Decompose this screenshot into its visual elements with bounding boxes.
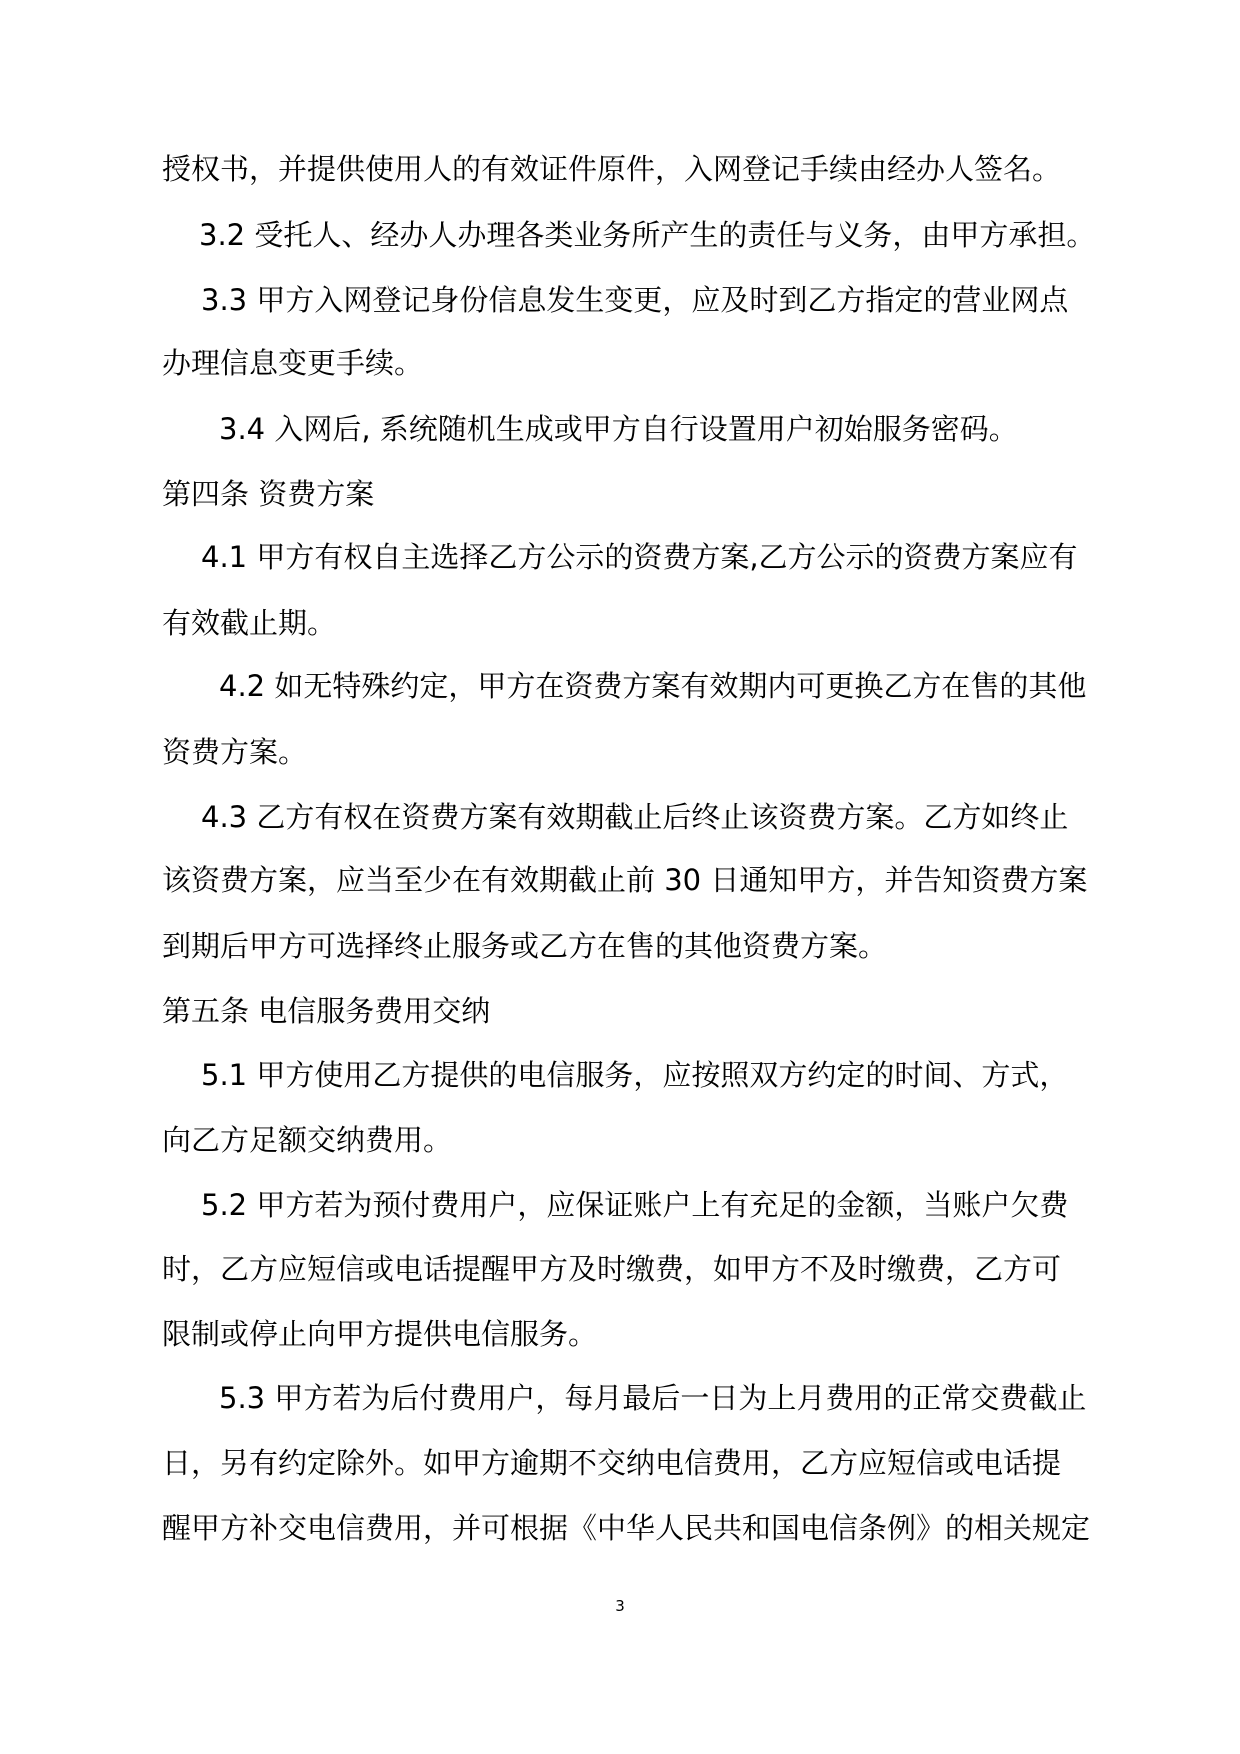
- text-line: 3.2 受托人、经办人办理各类业务所产生的责任与义务，由甲方承担。: [199, 218, 1096, 252]
- text-line: 有效截止期。: [162, 606, 337, 640]
- text-line: 3.4 入网后, 系统随机生成或甲方自行设置用户初始服务密码。: [219, 412, 1018, 446]
- text-line: 资费方案。: [162, 735, 308, 769]
- text-line: 5.2 甲方若为预付费用户，应保证账户上有充足的金额，当账户欠费: [201, 1188, 1069, 1222]
- text-line: 3.3 甲方入网登记身份信息发生变更，应及时到乙方指定的营业网点: [201, 283, 1069, 317]
- text-line: 5.1 甲方使用乙方提供的电信服务，应按照双方约定的时间、方式，: [201, 1058, 1069, 1092]
- text-line: 5.3 甲方若为后付费用户，每月最后一日为上月费用的正常交费截止: [219, 1381, 1087, 1415]
- text-line: 4.2 如无特殊约定，甲方在资费方案有效期内可更换乙方在售的其他: [219, 669, 1087, 703]
- text-line: 时，乙方应短信或电话提醒甲方及时缴费，如甲方不及时缴费，乙方可: [162, 1252, 1062, 1286]
- text-line: 办理信息变更手续。: [162, 346, 424, 380]
- section-heading: 第四条 资费方案: [162, 477, 375, 511]
- section-heading: 第五条 电信服务费用交纳: [162, 994, 491, 1028]
- text-line: 醒甲方补交电信费用，并可根据《中华人民共和国电信条例》的相关规定: [162, 1511, 1091, 1545]
- text-line: 日，另有约定除外。如甲方逾期不交纳电信费用，乙方应短信或电话提: [162, 1446, 1062, 1480]
- text-line: 该资费方案，应当至少在有效期截止前 30 日通知甲方，并告知资费方案: [162, 863, 1088, 897]
- text-line: 向乙方足额交纳费用。: [162, 1123, 453, 1157]
- text-line: 4.3 乙方有权在资费方案有效期截止后终止该资费方案。乙方如终止: [201, 800, 1069, 834]
- text-line: 4.1 甲方有权自主选择乙方公示的资费方案,乙方公示的资费方案应有: [201, 540, 1078, 574]
- text-line: 到期后甲方可选择终止服务或乙方在售的其他资费方案。: [162, 929, 888, 963]
- text-line: 授权书，并提供使用人的有效证件原件，入网登记手续由经办人签名。: [162, 152, 1062, 186]
- text-line: 限制或停止向甲方提供电信服务。: [162, 1317, 598, 1351]
- page-number: 3: [615, 1597, 625, 1615]
